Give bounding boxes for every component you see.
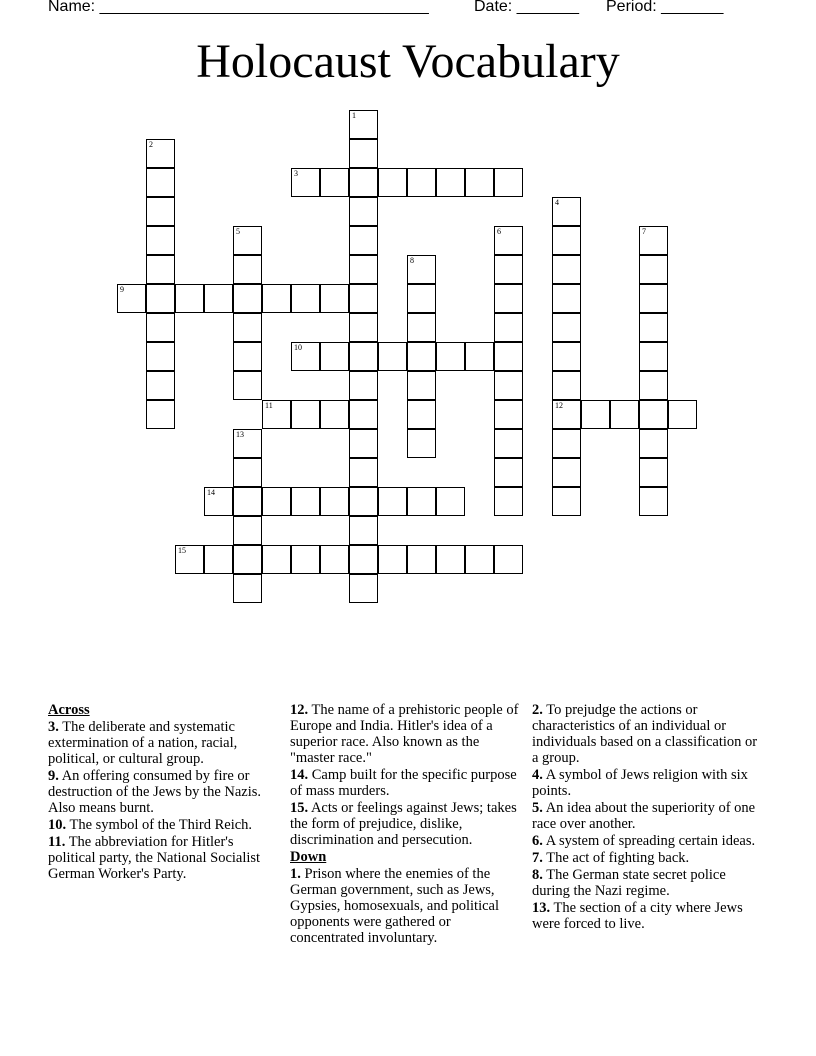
crossword-cell[interactable] — [494, 487, 523, 516]
cell-number: 15 — [178, 546, 186, 555]
clue-text: A system of spreading certain ideas. — [542, 833, 756, 849]
page-title: Holocaust Vocabulary — [196, 35, 620, 88]
crossword-cell[interactable] — [233, 284, 262, 313]
clue-text: To prejudge the actions or characteristics of an individual or individuals based on a classification or a group. — [532, 702, 758, 766]
crossword-cell[interactable] — [494, 429, 523, 458]
cell-number: 13 — [236, 430, 244, 439]
crossword-cell[interactable] — [436, 545, 465, 574]
crossword-cell[interactable] — [291, 545, 320, 574]
crossword-cell[interactable] — [204, 487, 233, 516]
crossword-cell[interactable] — [407, 284, 436, 313]
crossword-cell[interactable] — [407, 487, 436, 516]
clue-number: 13. — [532, 900, 551, 916]
crossword-cell[interactable] — [407, 342, 436, 371]
crossword-cell[interactable] — [262, 400, 291, 429]
crossword-cell[interactable] — [552, 400, 581, 429]
clue-text: The abbreviation for Hitler's political party, the National Socialist German Worker's Party. — [48, 834, 261, 882]
crossword-cell[interactable] — [320, 487, 349, 516]
crossword-cell[interactable] — [407, 255, 436, 284]
crossword-cell[interactable] — [436, 342, 465, 371]
crossword-cell[interactable] — [494, 284, 523, 313]
crossword-cell[interactable] — [494, 545, 523, 574]
crossword-cell[interactable] — [291, 400, 320, 429]
clue-down-1 — [290, 866, 526, 946]
crossword-cell[interactable] — [349, 226, 378, 255]
clue-down-6 — [532, 833, 764, 849]
cell-number: 2 — [149, 140, 153, 149]
crossword-cell[interactable] — [378, 168, 407, 197]
clue-number: 4. — [532, 767, 543, 783]
crossword-cell[interactable] — [349, 255, 378, 284]
crossword-cell[interactable] — [320, 400, 349, 429]
clue-across-12 — [290, 702, 526, 766]
crossword-cell[interactable] — [204, 545, 233, 574]
clue-number: 9. — [48, 768, 59, 784]
crossword-cell[interactable] — [262, 487, 291, 516]
crossword-cell[interactable] — [349, 458, 378, 487]
clue-across-15 — [290, 800, 526, 848]
cell-number: 1 — [352, 111, 356, 120]
clue-text: The deliberate and systematic extermination of a nation, racial, political, or cultural group. — [48, 719, 238, 767]
crossword-cell[interactable] — [407, 371, 436, 400]
crossword-cell[interactable] — [291, 342, 320, 371]
cell-number: 3 — [294, 169, 298, 178]
clue-number: 5. — [532, 800, 543, 816]
crossword-cell[interactable] — [639, 400, 668, 429]
clue-number: 2. — [532, 702, 543, 718]
clue-number: 8. — [532, 867, 543, 883]
crossword-cell[interactable] — [204, 284, 233, 313]
crossword-cell[interactable] — [291, 487, 320, 516]
crossword-cell[interactable] — [494, 342, 523, 371]
cell-number: 11 — [265, 401, 273, 410]
crossword-cell[interactable] — [581, 400, 610, 429]
crossword-cell[interactable] — [146, 197, 175, 226]
clue-down-8 — [532, 867, 764, 899]
crossword-cell[interactable] — [552, 284, 581, 313]
crossword-cell[interactable] — [146, 139, 175, 168]
crossword-cell[interactable] — [610, 400, 639, 429]
crossword-cell[interactable] — [146, 168, 175, 197]
crossword-cell[interactable] — [146, 284, 175, 313]
crossword-cell[interactable] — [407, 545, 436, 574]
crossword-cell[interactable] — [349, 168, 378, 197]
crossword-cell[interactable] — [175, 284, 204, 313]
clue-across-11 — [48, 834, 273, 882]
clue-number: 1. — [290, 866, 301, 882]
crossword-cell[interactable] — [552, 371, 581, 400]
crossword-cell[interactable] — [349, 574, 378, 603]
crossword-cell[interactable] — [494, 255, 523, 284]
clue-down-13 — [532, 900, 764, 932]
cell-number: 7 — [642, 227, 646, 236]
cell-number: 5 — [236, 227, 240, 236]
clue-across-3 — [48, 719, 273, 767]
crossword-cell[interactable] — [465, 545, 494, 574]
crossword-cell[interactable] — [349, 342, 378, 371]
crossword-cell[interactable] — [639, 284, 668, 313]
clue-text: Camp built for the specific purpose of mass murders. — [290, 767, 517, 799]
crossword-cell[interactable] — [465, 168, 494, 197]
clue-number: 15. — [290, 800, 309, 816]
date-field-label[interactable]: Date: _______ — [474, 0, 579, 15]
crossword-cell[interactable] — [291, 284, 320, 313]
crossword-cell[interactable] — [146, 400, 175, 429]
crossword-cell[interactable] — [233, 574, 262, 603]
clue-text: A symbol of Jews religion with six points. — [532, 767, 748, 799]
crossword-cell[interactable] — [378, 487, 407, 516]
cell-number: 14 — [207, 488, 215, 497]
crossword-cell[interactable] — [320, 545, 349, 574]
crossword-cell[interactable] — [552, 487, 581, 516]
clue-text: An idea about the superiority of one race over another. — [532, 800, 756, 832]
clue-number: 7. — [532, 850, 543, 866]
clue-number: 12. — [290, 702, 309, 718]
crossword-cell[interactable] — [378, 342, 407, 371]
crossword-cell[interactable] — [233, 458, 262, 487]
clue-text: The name of a prehistoric people of Europe and India. Hitler's idea of a superior race. Also known as the "master race." — [290, 702, 519, 766]
crossword-cell[interactable] — [291, 168, 320, 197]
clue-text: Acts or feelings against Jews; takes the form of prejudice, dislike, discrimination and persecution. — [290, 800, 517, 848]
cell-number: 4 — [555, 198, 559, 207]
crossword-cell[interactable] — [233, 545, 262, 574]
crossword-cell[interactable] — [233, 487, 262, 516]
crossword-cell[interactable] — [233, 342, 262, 371]
crossword-cell[interactable] — [552, 342, 581, 371]
crossword-cell[interactable] — [349, 371, 378, 400]
crossword-cell[interactable] — [494, 400, 523, 429]
crossword-cell[interactable] — [639, 255, 668, 284]
crossword-cell[interactable] — [465, 342, 494, 371]
crossword-cell[interactable] — [349, 429, 378, 458]
crossword-cell[interactable] — [552, 255, 581, 284]
crossword-cell[interactable] — [146, 371, 175, 400]
crossword-cell[interactable] — [233, 516, 262, 545]
crossword-cell[interactable] — [233, 371, 262, 400]
down-heading: Down — [290, 849, 327, 865]
cell-number: 8 — [410, 256, 414, 265]
crossword-cell[interactable] — [175, 545, 204, 574]
period-field-label[interactable]: Period: _______ — [606, 0, 724, 15]
crossword-cell[interactable] — [117, 284, 146, 313]
crossword-cell[interactable] — [262, 545, 291, 574]
name-field-label[interactable]: Name: _____________________________________ — [48, 0, 429, 15]
crossword-cell[interactable] — [552, 429, 581, 458]
crossword-cell[interactable] — [639, 226, 668, 255]
clue-number: 14. — [290, 767, 309, 783]
crossword-cell[interactable] — [320, 168, 349, 197]
clue-text: An offering consumed by fire or destruction of the Jews by the Nazis. Also means burnt. — [48, 768, 262, 816]
crossword-cell[interactable] — [378, 545, 407, 574]
crossword-cell[interactable] — [146, 313, 175, 342]
clue-text: The symbol of the Third Reich. — [66, 817, 253, 833]
crossword-cell[interactable] — [233, 255, 262, 284]
crossword-cell[interactable] — [262, 284, 291, 313]
crossword-cell[interactable] — [349, 545, 378, 574]
crossword-cell[interactable] — [349, 197, 378, 226]
cell-number: 10 — [294, 343, 302, 352]
cell-number: 12 — [555, 401, 563, 410]
crossword-cell[interactable] — [552, 197, 581, 226]
clues-column-2 — [290, 702, 526, 947]
crossword-cell[interactable] — [436, 487, 465, 516]
crossword-cell[interactable] — [494, 226, 523, 255]
clue-down-5 — [532, 800, 764, 832]
clue-down-7 — [532, 850, 764, 866]
cell-number: 9 — [120, 285, 124, 294]
clue-number: 11. — [48, 834, 66, 850]
crossword-cell[interactable] — [349, 516, 378, 545]
crossword-cell[interactable] — [494, 371, 523, 400]
crossword-cell[interactable] — [639, 371, 668, 400]
clue-number: 10. — [48, 817, 67, 833]
crossword-cell[interactable] — [349, 139, 378, 168]
crossword-cell[interactable] — [668, 400, 697, 429]
clue-across-14 — [290, 767, 526, 799]
across-heading: Across — [48, 702, 90, 718]
crossword-cell[interactable] — [349, 313, 378, 342]
cell-number: 6 — [497, 227, 501, 236]
clue-text: The German state secret police during the Nazi regime. — [532, 867, 726, 899]
crossword-cell[interactable] — [349, 110, 378, 139]
clue-number: 6. — [532, 833, 543, 849]
clue-across-10 — [48, 817, 273, 833]
crossword-cell[interactable] — [639, 487, 668, 516]
crossword-cell[interactable] — [146, 226, 175, 255]
crossword-cell[interactable] — [436, 168, 465, 197]
clues-column-3 — [532, 702, 764, 933]
crossword-cell[interactable] — [349, 284, 378, 313]
clue-down-2 — [532, 702, 764, 766]
crossword-cell[interactable] — [639, 458, 668, 487]
crossword-cell[interactable] — [349, 400, 378, 429]
crossword-cell[interactable] — [494, 458, 523, 487]
crossword-cell[interactable] — [407, 400, 436, 429]
crossword-cell[interactable] — [639, 313, 668, 342]
crossword-cell[interactable] — [233, 313, 262, 342]
crossword-cell[interactable] — [146, 255, 175, 284]
crossword-cell[interactable] — [552, 226, 581, 255]
clue-number: 3. — [48, 719, 59, 735]
crossword-cell[interactable] — [552, 458, 581, 487]
crossword-cell[interactable] — [552, 313, 581, 342]
crossword-cell[interactable] — [320, 342, 349, 371]
crossword-cell[interactable] — [639, 429, 668, 458]
crossword-cell[interactable] — [494, 168, 523, 197]
clues-column-1 — [48, 702, 273, 883]
clue-across-9 — [48, 768, 273, 816]
crossword-cell[interactable] — [639, 342, 668, 371]
crossword-cell[interactable] — [407, 168, 436, 197]
crossword-cell[interactable] — [146, 342, 175, 371]
crossword-cell[interactable] — [407, 313, 436, 342]
crossword-cell[interactable] — [320, 284, 349, 313]
crossword-cell[interactable] — [233, 429, 262, 458]
crossword-cell[interactable] — [407, 429, 436, 458]
crossword-cell[interactable] — [349, 487, 378, 516]
crossword-cell[interactable] — [494, 313, 523, 342]
clue-text: The act of fighting back. — [542, 850, 690, 866]
crossword-cell[interactable] — [233, 226, 262, 255]
clue-text: The section of a city where Jews were forced to live. — [532, 900, 743, 932]
clue-text: Prison where the enemies of the German government, such as Jews, Gypsies, homosexuals, and political opponents were gathered or concentrated involuntary. — [290, 866, 500, 946]
clue-down-4 — [532, 767, 764, 799]
